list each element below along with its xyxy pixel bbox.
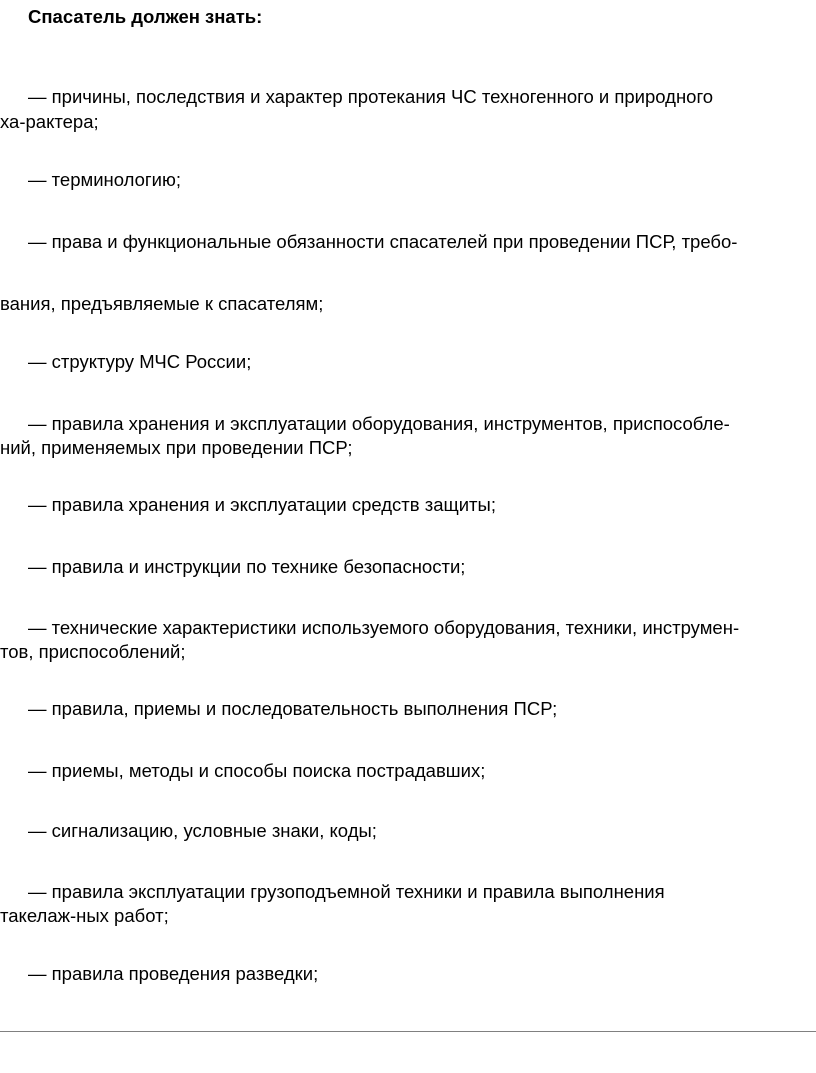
list-item-structure: — структуру МЧС России; — [28, 351, 252, 372]
list-item-search-methods: — приемы, методы и способы поиска пострадавших; — [28, 760, 486, 781]
list-item-safety-rules: — правила и инструкции по технике безопасности; — [28, 556, 466, 577]
list-item-causes-line-2: ха-рактера; — [0, 111, 99, 132]
page-divider — [0, 1031, 816, 1032]
list-item-tech-specs-line-2: тов, приспособлений; — [0, 641, 186, 662]
document-heading: Спасатель должен знать: — [28, 6, 263, 27]
list-item-tech-specs-line-1: — технические характеристики используемого оборудования, техники, инструмен- — [28, 617, 740, 638]
list-item-equipment-storage-line-1: — правила хранения и эксплуатации оборудования, инструментов, приспособле- — [28, 413, 730, 434]
list-item-reconnaissance: — правила проведения разведки; — [28, 963, 319, 984]
list-item-protection-means: — правила хранения и эксплуатации средств защиты; — [28, 494, 496, 515]
list-item-terminology: — терминологию; — [28, 169, 182, 190]
list-item-procedures: — правила, приемы и последовательность выполнения ПСР; — [28, 698, 558, 719]
list-item-lifting-line-1: — правила эксплуатации грузоподъемной техники и правила выполнения — [28, 881, 665, 902]
list-item-signals: — сигнализацию, условные знаки, коды; — [28, 820, 377, 841]
list-item-equipment-storage-line-2: ний, применяемых при проведении ПСР; — [0, 437, 353, 458]
list-item-rights-line-1: — права и функциональные обязанности спасателей при проведении ПСР, требо- — [28, 231, 738, 252]
list-item-rights-line-2: вания, предъявляемые к спасателям; — [0, 293, 324, 314]
list-item-causes-line-1: — причины, последствия и характер протекания ЧС техногенного и природного — [28, 86, 714, 107]
list-item-lifting-line-2: такелаж-ных работ; — [0, 905, 169, 926]
